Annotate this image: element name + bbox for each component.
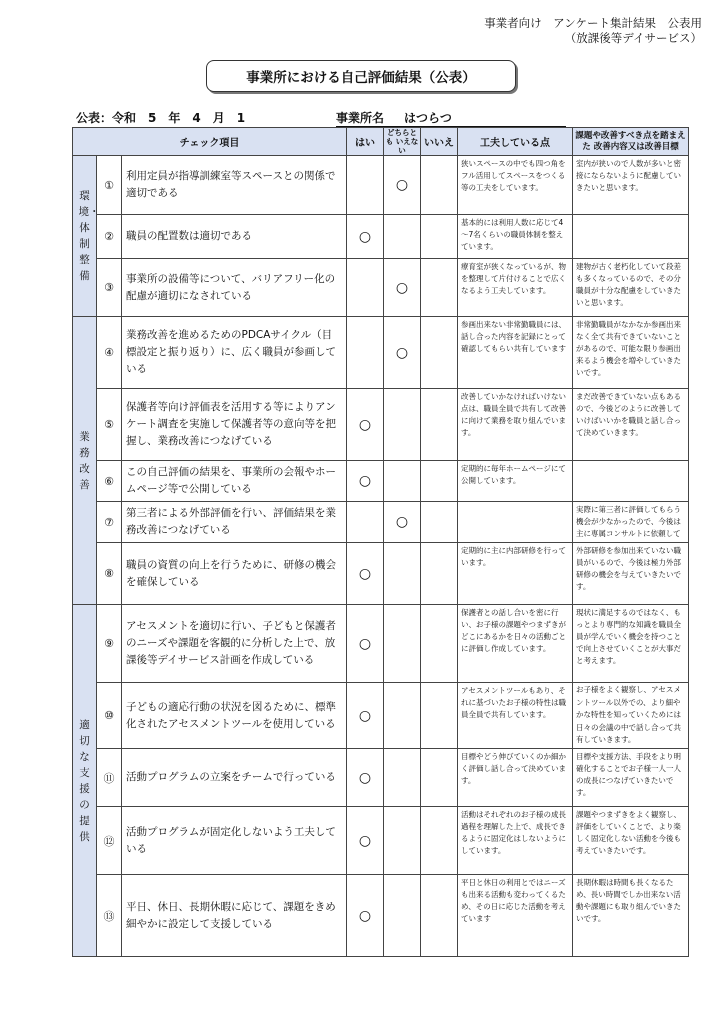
answer-yes (347, 156, 384, 215)
answer-yes: ○ (347, 389, 384, 461)
col-neither: どちらとも いえない (384, 128, 421, 156)
col-effort: 工夫している点 (458, 128, 573, 156)
check-item: 平日、休日、長期休暇に応じて、課題をきめ細やかに設定して支援している (122, 875, 347, 957)
issues-note: お子様をよく観察し、アセスメントツール以外での、より細やかな特性を知っていくためには日々の会議の中で話し合って共有していきます。 (573, 683, 689, 749)
effort-note: 参画出来ない非常勤職員には、話し合った内容を記録にとって確認してもらい共有しています (458, 317, 573, 389)
col-no: いいえ (421, 128, 458, 156)
header-line-2: （放課後等デイサービス） (564, 31, 702, 45)
answer-no (421, 543, 458, 605)
issues-note: 長期休暇は時間も長くなるため、長い時間でしか出来ない活動や課題にも取り組んでいきたいです。 (573, 875, 689, 957)
row-number: ① (97, 156, 122, 215)
effort-note: 改善していかなければいけない点は、職員全員で共有して改善に向けて業務を取り組んでいます。 (458, 389, 573, 461)
answer-neither: ○ (384, 502, 421, 543)
answer-neither (384, 875, 421, 957)
answer-yes: ○ (347, 749, 384, 807)
effort-note: 保護者との話し合いを密に行い、お子様の課題やつまずきがどこにあるかを日々の活動ごとに評価し作成しています。 (458, 605, 573, 683)
row-number: ⑩ (97, 683, 122, 749)
answer-no (421, 875, 458, 957)
table-row (73, 543, 689, 605)
issues-note: 課題やつまずきをよく観察し、評価をしていくことで、より楽しく固定化しない活動を今後も考えていきたいです。 (573, 807, 689, 875)
answer-yes (347, 259, 384, 317)
answer-neither (384, 749, 421, 807)
col-yes: はい (347, 128, 384, 156)
answer-no (421, 461, 458, 502)
row-number: ② (97, 215, 122, 259)
answer-neither (384, 807, 421, 875)
row-number: ⑨ (97, 605, 122, 683)
answer-yes: ○ (347, 605, 384, 683)
table-row (73, 807, 689, 875)
check-item: 事業所の設備等について、バリアフリー化の配慮が適切になされている (122, 259, 347, 317)
office-name: はつらつ (404, 111, 452, 125)
table-row (73, 502, 689, 543)
table-row (73, 156, 689, 215)
answer-yes: ○ (347, 543, 384, 605)
answer-yes: ○ (347, 683, 384, 749)
check-item: 保護者等向け評価表を活用する等によりアンケート調査を実施して保護者等の意向等を把握し、業務改善につなげている (122, 389, 347, 461)
effort-note: 活動はそれぞれのお子様の成長過程を理解した上で、成長できるように固定化はしないようにしています。 (458, 807, 573, 875)
header-line-1: 事業者向け アンケート集計結果 公表用 (484, 16, 702, 30)
col-issues: 課題や改善すべき点を踏まえた 改善内容又は改善目標 (573, 128, 689, 156)
table-row (73, 875, 689, 957)
effort-note: 療育室が狭くなっているが、物を整理して片付けることで広くなるよう工夫しています。 (458, 259, 573, 317)
check-item: 活動プログラムの立案をチームで行っている (122, 749, 347, 807)
issues-note (573, 215, 689, 259)
issues-note: 建物が古く老朽化していて段差も多くなっているので、その分職員が十分な配慮をしていきたいと思います。 (573, 259, 689, 317)
effort-note: 目標やどう伸びていくのか細かく評価し話し合って決めています。 (458, 749, 573, 807)
check-item: 業務改善を進めるためのPDCAサイクル（目標設定と振り返り）に、広く職員が参画している (122, 317, 347, 389)
col-check: チェック項目 (73, 128, 347, 156)
category-biz (73, 317, 97, 605)
answer-yes: ○ (347, 215, 384, 259)
table-row (73, 259, 689, 317)
issues-note: 室内が狭いので人数が多いと密接にならないように配慮していきたいと思います。 (573, 156, 689, 215)
answer-no (421, 502, 458, 543)
answer-neither (384, 543, 421, 605)
row-number: ⑬ (97, 875, 122, 957)
issues-note: 外部研修を参加出来ていない職員がいるので、今後は極力外部研修の機会を与えていきたいです。 (573, 543, 689, 605)
page-title: 事業所における自己評価結果（公表） (206, 60, 516, 92)
answer-yes (347, 317, 384, 389)
category-label: 環境・体制整備 (78, 190, 100, 282)
answer-no (421, 683, 458, 749)
answer-yes (347, 502, 384, 543)
effort-note: アセスメントツールもあり、それに基づいたお子様の特性は職員全員で共有しています。 (458, 683, 573, 749)
row-number: ⑥ (97, 461, 122, 502)
document-header (484, 16, 702, 46)
row-number: ④ (97, 317, 122, 389)
answer-yes: ○ (347, 461, 384, 502)
answer-yes: ○ (347, 807, 384, 875)
answer-neither (384, 389, 421, 461)
answer-no (421, 807, 458, 875)
answer-no (421, 389, 458, 461)
meta-line (76, 109, 716, 127)
check-item: アセスメントを適切に行い、子どもと保護者のニーズや課題を客観的に分析した上で、放課後等デイサービス計画を作成している (122, 605, 347, 683)
table-row (73, 389, 689, 461)
answer-neither (384, 215, 421, 259)
issues-note (573, 461, 689, 502)
table-header-row (73, 128, 689, 156)
issues-note: 非常勤職員がなかなか参画出来なく全て共有できていないことがあるので、可能な限り参画出来るよう機会を増やしていきたいです。 (573, 317, 689, 389)
office-field (336, 109, 566, 127)
effort-note: 定期的に主に内部研修を行っています。 (458, 543, 573, 605)
table-row (73, 317, 689, 389)
check-item: この自己評価の結果を、事業所の会報やホームページ等で公開している (122, 461, 347, 502)
row-number: ⑪ (97, 749, 122, 807)
effort-note: 狭いスペースの中でも四つ角をフル活用してスペースをつくる等の工夫をしています。 (458, 156, 573, 215)
effort-note: 基本的には利用人数に応じて4～7名くらいの職員体制を整えています。 (458, 215, 573, 259)
issues-note: 目標や支援方法、手段をより明確化することでお子様一人一人の成長につなげていきたいです。 (573, 749, 689, 807)
category-env (73, 156, 100, 317)
row-number: ⑫ (97, 807, 122, 875)
answer-no (421, 156, 458, 215)
table-row (73, 749, 689, 807)
effort-note (458, 502, 573, 543)
answer-neither (384, 683, 421, 749)
row-number: ⑤ (97, 389, 122, 461)
check-item: 子どもの適応行動の状況を図るために、標準化されたアセスメントツールを使用している (122, 683, 347, 749)
table-row (73, 215, 689, 259)
answer-neither (384, 461, 421, 502)
effort-note: 定期的に毎年ホームページにて公開しています。 (458, 461, 573, 502)
category-label: 適切な支援の提供 (79, 718, 90, 843)
answer-no (421, 317, 458, 389)
issues-note: 現状に満足するのではなく、もっとより専門的な知識を職員全員が学んでいく機会を持つことで向上させていくことが大事だと考えます。 (573, 605, 689, 683)
check-item: 利用定員が指導訓練室等スペースとの関係で適切である (122, 156, 347, 215)
table-row (73, 683, 689, 749)
answer-neither: ○ (384, 156, 421, 215)
check-item: 職員の資質の向上を行うために、研修の機会を確保している (122, 543, 347, 605)
table-row (73, 461, 689, 502)
answer-no (421, 605, 458, 683)
answer-no (421, 749, 458, 807)
answer-yes: ○ (347, 875, 384, 957)
row-number: ③ (97, 259, 122, 317)
category-support (73, 605, 97, 957)
category-label: 業務改善 (79, 430, 90, 491)
row-number: ⑧ (97, 543, 122, 605)
evaluation-table (72, 127, 689, 957)
check-item: 職員の配置数は適切である (122, 215, 347, 259)
office-label: 事業所名 (336, 111, 385, 125)
check-item: 第三者による外部評価を行い、評価結果を業務改善につなげている (122, 502, 347, 543)
answer-neither (384, 605, 421, 683)
table-row (73, 605, 689, 683)
issues-note: まだ改善できていない点もあるので、今後どのように改善していけばいいかを職員と話し合って決めていきます。 (573, 389, 689, 461)
answer-no (421, 215, 458, 259)
issues-note: 実際に第三者に評価してもらう機会が少なかったので、今後は主に専属コンサルトに依頼して (573, 502, 689, 543)
effort-note: 平日と休日の利用とではニーズも出来る活動も変わってくるため、その日に応じた活動を考えています (458, 875, 573, 957)
publish-date: 公表：令和 5 年 4 月 1 (76, 109, 248, 144)
check-item: 活動プログラムが固定化しないよう工夫している (122, 807, 347, 875)
answer-no (421, 259, 458, 317)
row-number: ⑦ (97, 502, 122, 543)
answer-neither: ○ (384, 259, 421, 317)
answer-neither: ○ (384, 317, 421, 389)
